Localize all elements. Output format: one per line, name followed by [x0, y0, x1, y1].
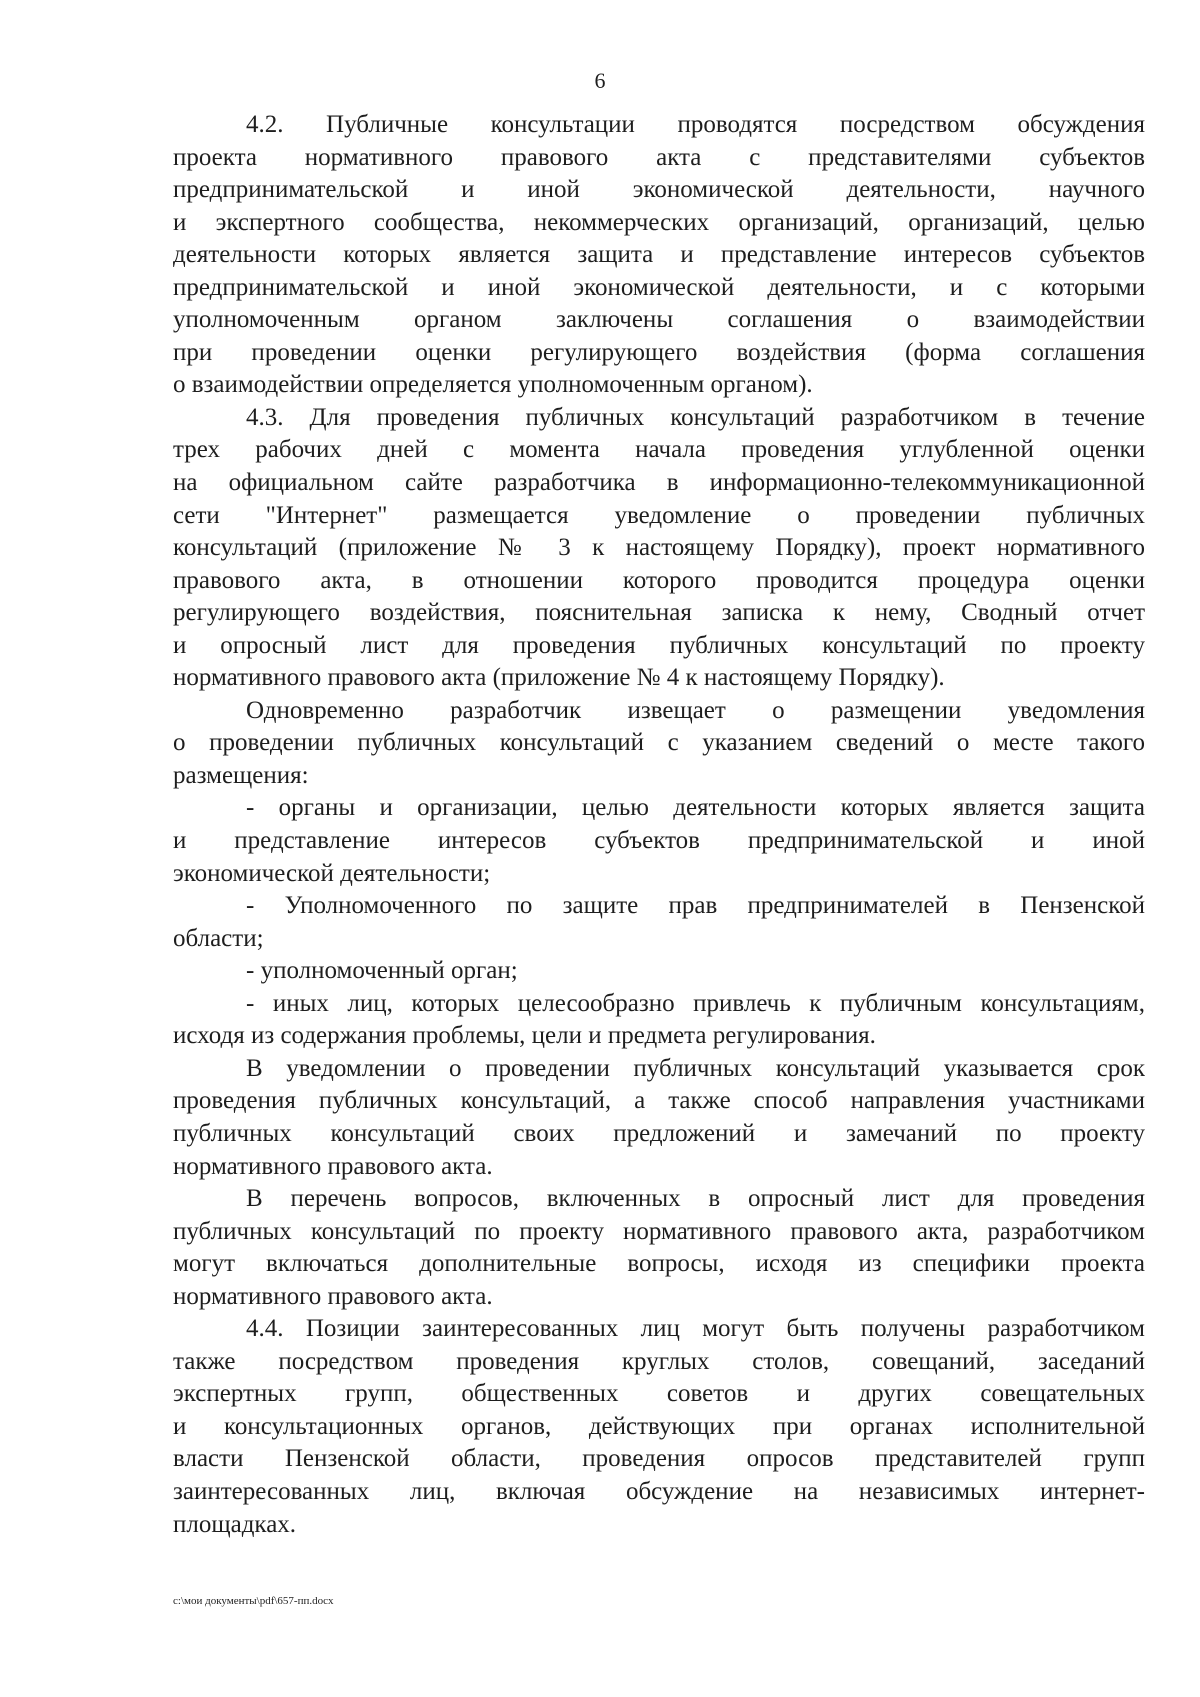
text-line: Одновременно разработчик извещает о размещении уведомления — [246, 696, 1145, 724]
text-line: проведения публичных консультаций, а также способ направления участниками — [173, 1087, 1145, 1115]
text-line: консультаций (приложение № 3 к настоящему Порядку), проект нормативного — [173, 534, 1145, 562]
text-line: о взаимодействии определяется уполномоченным органом). — [173, 371, 813, 399]
text-line: на официальном сайте разработчика в информационно-телекоммуникационной — [173, 469, 1145, 497]
text-line: заинтересованных лиц, включая обсуждение на независимых интернет- — [173, 1477, 1145, 1505]
text-line: могут включаться дополнительные вопросы, исходя из специфики проекта — [173, 1250, 1145, 1278]
text-line: власти Пензенской области, проведения опросов представителей групп — [173, 1445, 1145, 1473]
text-line: экспертных групп, общественных советов и других совещательных — [173, 1380, 1145, 1408]
text-line: при проведении оценки регулирующего воздействия (форма соглашения — [173, 338, 1145, 366]
text-line: - уполномоченный орган; — [246, 957, 518, 985]
text-line: нормативного правового акта. — [173, 1152, 493, 1180]
text-line: о проведении публичных консультаций с указанием сведений о месте такого — [173, 729, 1145, 757]
text-line: предпринимательской и иной экономической деятельности, научного — [173, 176, 1145, 204]
text-line: публичных консультаций своих предложений и замечаний по проекту — [173, 1119, 1145, 1147]
text-line: 4.4. Позиции заинтересованных лиц могут быть получены разработчиком — [246, 1315, 1145, 1343]
text-line: - иных лиц, которых целесообразно привлечь к публичным консультациям, — [246, 989, 1145, 1017]
text-line: исходя из содержания проблемы, цели и предмета регулирования. — [173, 1022, 876, 1050]
text-line: - Уполномоченного по защите прав предпринимателей в Пензенской — [246, 892, 1145, 920]
text-line: сети "Интернет" размещается уведомление о проведении публичных — [173, 501, 1145, 529]
text-line: размещения: — [173, 761, 309, 789]
text-line: и экспертного сообщества, некоммерческих организаций, организаций, целью — [173, 208, 1145, 236]
text-line: также посредством проведения круглых столов, совещаний, заседаний — [173, 1347, 1145, 1375]
text-line: площадках. — [173, 1510, 297, 1538]
page-number: 6 — [594, 68, 606, 93]
text-line: уполномоченным органом заключены соглашения о взаимодействии — [173, 306, 1145, 334]
text-line: нормативного правового акта. — [173, 1282, 493, 1310]
text-line: и представление интересов субъектов предпринимательской и иной — [173, 827, 1145, 855]
text-line: публичных консультаций по проекту нормативного правового акта, разработчиком — [173, 1217, 1145, 1245]
text-line: трех рабочих дней с момента начала проведения углубленной оценки — [173, 436, 1145, 464]
text-line: - органы и организации, целью деятельности которых является защита — [246, 794, 1145, 822]
text-line: правового акта, в отношении которого проводится процедура оценки — [173, 566, 1145, 594]
text-line: деятельности которых является защита и представление интересов субъектов — [173, 241, 1145, 269]
text-line: 4.3. Для проведения публичных консультаций разработчиком в течение — [246, 403, 1145, 431]
document-body — [173, 109, 1145, 1541]
text-line: 4.2. Публичные консультации проводятся посредством обсуждения — [246, 111, 1145, 138]
footer-file-path: c:\мои документы\pdf\657-пп.docx — [173, 1595, 334, 1607]
text-line: регулирующего воздействия, пояснительная записка к нему, Сводный отчет — [173, 599, 1145, 627]
text-line: В перечень вопросов, включенных в опросный лист для проведения — [246, 1185, 1145, 1213]
text-line: и опросный лист для проведения публичных консультаций по проекту — [173, 631, 1145, 659]
text-line: В уведомлении о проведении публичных консультаций указывается срок — [246, 1054, 1145, 1082]
text-line: и консультационных органов, действующих при органах исполнительной — [173, 1412, 1145, 1440]
text-line: экономической деятельности; — [173, 859, 491, 887]
text-line: нормативного правового акта (приложение № 4 к настоящему Порядку). — [173, 664, 945, 692]
text-line: области; — [173, 924, 264, 952]
text-line: проекта нормативного правового акта с представителями субъектов — [173, 143, 1145, 171]
text-line: предпринимательской и иной экономической деятельности, и с которыми — [173, 273, 1145, 301]
